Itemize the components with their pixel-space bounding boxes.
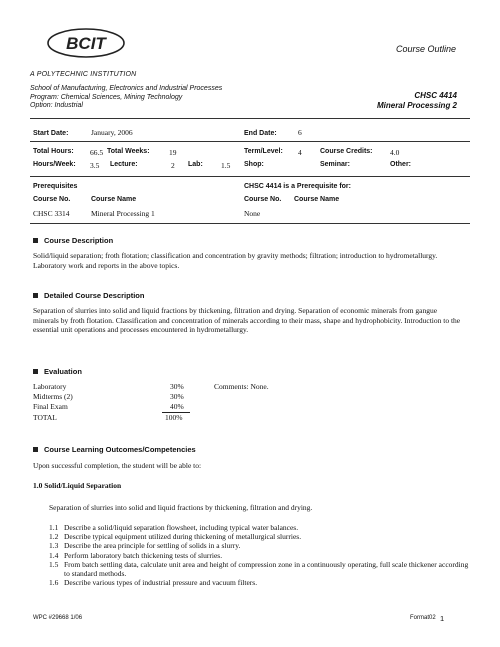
item-number: 1.5 [49, 559, 59, 569]
eval-value: 30% [170, 382, 184, 391]
prereq-course-name: Mineral Processing 1 [91, 209, 155, 218]
lab-label: Lab: [188, 161, 203, 168]
divider [30, 118, 470, 119]
eval-value: 40% [170, 402, 184, 411]
item-text: Perform laboratory batch thickening tests of slurries. [64, 550, 223, 560]
credits-label: Course Credits: [320, 148, 373, 155]
square-bullet-icon [33, 293, 38, 298]
list-item [49, 560, 469, 578]
evaluation-heading-text: Evaluation [44, 367, 82, 376]
lab-value: 1.5 [221, 161, 231, 170]
prereq-course-no: CHSC 3314 [33, 209, 70, 218]
total-hours-label: Total Hours: [33, 148, 74, 155]
item-text: Describe a solid/liquid separation flowsheet, including typical water balances. [64, 523, 299, 532]
outcomes-list [49, 523, 469, 587]
evaluation-comments: Comments: None. [214, 382, 269, 391]
divider [30, 223, 470, 224]
institution-tagline: A POLYTECHNIC INSTITUTION [30, 71, 137, 78]
eval-row [33, 413, 233, 423]
course-title: Mineral Processing 2 [376, 100, 457, 110]
prereq-for-col-no: Course No. [244, 196, 282, 203]
evaluation-heading [33, 367, 82, 376]
course-description-heading-text: Course Description [44, 236, 114, 245]
shop-label: Shop: [244, 161, 264, 168]
prereq-for-course-no: None [244, 209, 261, 218]
list-item [49, 541, 469, 550]
item-text: Describe the area principle for settling of solids in a slurry. [64, 541, 241, 551]
item-number: 1.1 [49, 523, 59, 532]
course-description-text: Solid/liquid separation; froth flotation; classification and concentration by gravity methods; filtration; introduction to hydrometallurgy. Laboratory work and reports in the above topics. [33, 251, 438, 270]
square-bullet-icon [33, 238, 38, 243]
seminar-label: Seminar: [320, 161, 350, 168]
term-label: Term/Level: [244, 148, 283, 155]
item-number: 1.2 [49, 532, 59, 542]
prereq-col-name: Course Name [91, 196, 137, 203]
school-info [30, 85, 222, 111]
item-text: From batch settling data, calculate unit area and height of compression zone in a continuously operating, full scale thickener according to standard methods. [64, 559, 469, 579]
hours-row-1 [33, 148, 473, 160]
detailed-description-heading [33, 291, 144, 300]
bcit-logo [44, 24, 128, 62]
footer-left: WPC #29668 1/06 [33, 615, 83, 621]
list-item [49, 551, 469, 560]
start-date-row [33, 128, 133, 137]
outcomes-section-intro: Separation of slurries into solid and liquid fractions by thickening, filtration and drying. [49, 503, 313, 512]
square-bullet-icon [33, 369, 38, 374]
eval-value: 100% [165, 413, 183, 422]
logo-text: BCIT [66, 34, 106, 53]
item-text: Describe typical equipment utilized during thickening of metallurgical slurries. [64, 532, 302, 542]
total-hours-value: 66.5 [90, 148, 104, 157]
page-number: 1 [440, 614, 445, 623]
item-number: 1.6 [49, 578, 59, 588]
eval-value: 30% [170, 392, 184, 401]
item-number: 1.3 [49, 541, 59, 551]
eval-row [33, 402, 233, 412]
hours-row-2 [33, 161, 473, 173]
item-text: Describe various types of industrial pressure and vacuum filters. [64, 578, 258, 588]
end-date-row [244, 128, 302, 137]
prerequisites-title: Prerequisites [33, 183, 78, 190]
end-date-label: End Date: [244, 130, 277, 137]
list-item [49, 578, 469, 587]
eval-label: Midterms (2) [33, 392, 73, 401]
course-id [377, 91, 457, 110]
credits-value: 4.0 [390, 148, 400, 157]
footer-format: Format02 [410, 615, 436, 621]
course-code: CHSC 4414 [414, 91, 457, 100]
hours-week-value: 3.5 [90, 161, 100, 170]
total-weeks-label: Total Weeks: [107, 148, 150, 155]
program-name: Program: Chemical Sciences, Mining Technology [30, 93, 183, 101]
eval-row [33, 392, 233, 402]
lecture-value: 2 [171, 161, 175, 170]
detailed-description-text: Separation of slurries into solid and liquid fractions by thickening, filtration and drying. Separation of economic minerals from gangue minerals by froth flotation. Classification and concentration of minerals according to their mass, shape and hydrophobicity. Introduction to the essential unit operations and processes encountered in hydrometallurgy. [33, 306, 461, 334]
other-label: Other: [390, 161, 411, 168]
eval-label: Final Exam [33, 402, 68, 411]
school-name: School of Manufacturing, Electronics and Industrial Processes [30, 85, 223, 92]
item-number: 1.4 [49, 550, 59, 560]
list-item [49, 532, 469, 541]
eval-row [33, 382, 233, 392]
eval-label: Laboratory [33, 382, 67, 391]
course-outline-title: Course Outline [395, 44, 456, 54]
square-bullet-icon [33, 447, 38, 452]
divider [30, 141, 470, 142]
end-date-value: 6 [298, 128, 302, 137]
eval-label: TOTAL [33, 413, 57, 422]
prereq-col-no: Course No. [33, 196, 71, 203]
outcomes-intro: Upon successful completion, the student will be able to: [33, 461, 202, 470]
outcomes-heading-text: Course Learning Outcomes/Competencies [44, 445, 196, 454]
option-name: Option: Industrial [30, 102, 83, 109]
term-value: 4 [298, 148, 302, 157]
hours-week-label: Hours/Week: [33, 161, 76, 168]
course-description-heading [33, 236, 113, 245]
total-weeks-value: 19 [169, 148, 177, 157]
lecture-label: Lecture: [110, 161, 138, 168]
prerequisite-for-title: CHSC 4414 is a Prerequisite for: [244, 183, 351, 190]
start-date-value: January, 2006 [91, 128, 133, 137]
list-item [49, 523, 469, 532]
divider [30, 176, 470, 177]
detailed-description-heading-text: Detailed Course Description [44, 291, 145, 300]
prereq-for-col-name: Course Name [294, 196, 340, 203]
outcomes-heading [33, 445, 196, 454]
outcomes-section-title: 1.0 Solid/Liquid Separation [33, 481, 122, 490]
start-date-label: Start Date: [33, 130, 69, 137]
